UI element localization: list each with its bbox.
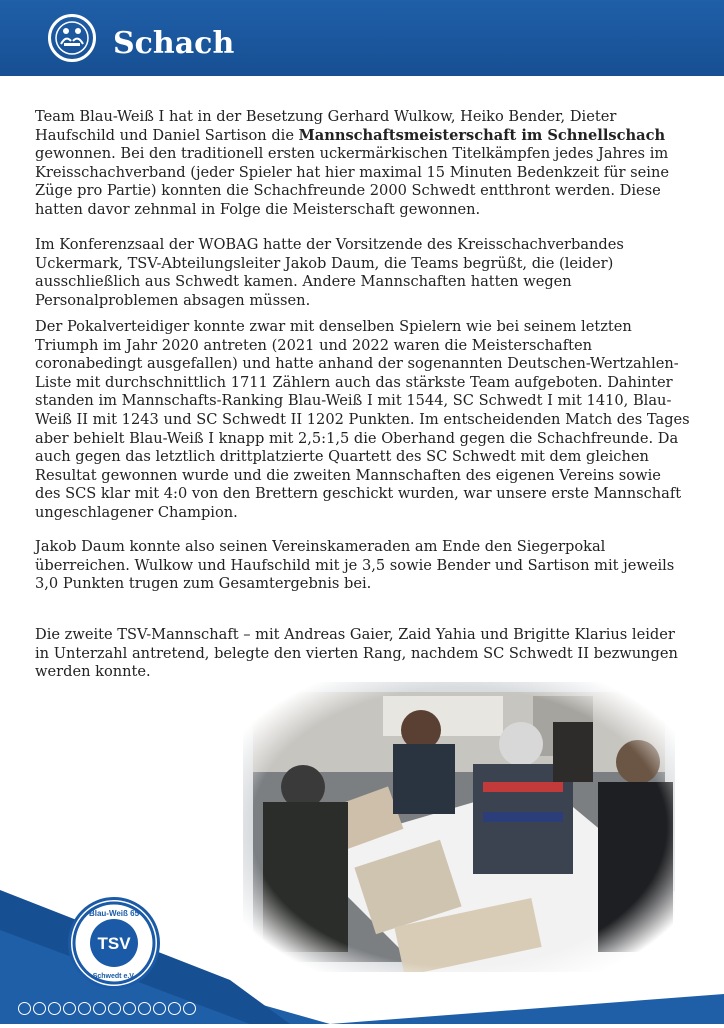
club-logo [68, 897, 160, 989]
sport-icon [78, 1002, 91, 1015]
paragraph-1-text-b: gewonnen. Bei den traditionell ersten uckermärkischen Titelkämpfen jedes Jahres im Kreisschachverband (jeder Spieler hat hier maximal 15 Minuten Bedenkzeit für seine Züge pro Partie) konnten die Schachfreunde 2000 Schwedt entthront werden. Diese hatten davor zehnmal in Folge die Meisterschaft gewonnen. [35, 145, 669, 218]
paragraph-4: Jakob Daum konnte also seinen Vereinskameraden am Ende den Siegerpokal überreichen. Wulkow und Haufschild mit je 3,5 sowie Bender und Sartison mit jeweils 3,0 Punkten trugen zum Gesamtergebnis bei. [35, 538, 675, 593]
club-logo-bottom-text: Schwedt e.V. [92, 973, 136, 980]
sport-icon [153, 1002, 166, 1015]
chess-sport-logo-icon [48, 14, 96, 62]
paragraph-1-bold: Mannschaftsmeisterschaft im Schnellschach [298, 126, 666, 144]
sport-icon [18, 1002, 31, 1015]
sport-icon [138, 1002, 151, 1015]
paragraph-5: Die zweite TSV-Mannschaft – mit Andreas Gaier, Zaid Yahia und Brigitte Klarius leider in Unterzahl antretend, belegte den vierten Rang, nachdem SC Schwedt II bezwungen werden konnte. [35, 626, 678, 681]
sport-icon [168, 1002, 181, 1015]
sport-icon [33, 1002, 46, 1015]
sport-icon [93, 1002, 106, 1015]
sport-icon [108, 1002, 121, 1015]
sport-icons-row [18, 1002, 196, 1018]
page-header [0, 0, 724, 76]
sport-icon [48, 1002, 61, 1015]
paragraph-1 [35, 108, 690, 220]
page-title: Schach [113, 26, 235, 61]
club-logo-top-text: Blau-Weiß 65 [88, 909, 140, 918]
paragraph-2: Im Konferenzsaal der WOBAG hatte der Vorsitzende des Kreisschachverbandes Uckermark, TSV-Abteilungsleiter Jakob Daum, die Teams begrüßt, die (leider) ausschließlich aus Schwedt kamen. Andere Mannschaften hatten wegen Personalproblemen absagen müssen. [35, 236, 624, 309]
sport-icon [63, 1002, 76, 1015]
sport-icon [183, 1002, 196, 1015]
paragraph-3: Der Pokalverteidiger konnte zwar mit denselben Spielern wie bei seinem letzten Triumph im Jahr 2020 antreten (2021 und 2022 waren die Meisterschaften coronabedingt ausgefallen) und hatte anhand der sogenannten Deutschen-Wertzahlen-Liste mit durchschnittlich 1711 Zählern auch das stärkste Team aufgeboten. Dahinter standen im Mannschafts-Ranking Blau-Weiß I mit 1544, SC Schwedt I mit 1410, Blau-Weiß II mit 1243 und SC Schwedt II 1202 Punkten. Im entscheidenden Match des Tages aber behielt Blau-Weiß I knapp mit 2,5:1,5 die Oberhand gegen die Schachfreunde. Da auch gegen das letztlich drittplatzierte Quartett des SC Schwedt mit dem gleichen Resultat gewonnen wurde und die zweiten Mannschaften des eigenen Vereins sowie des SCS klar mit 4:0 von den Brettern geschickt wurden, war unsere erste Mannschaft ungeschlagener Champion. [35, 318, 690, 521]
sport-icon [123, 1002, 136, 1015]
club-logo-center-text: TSV [97, 934, 131, 953]
paragraph-1-text-a: Team Blau-Weiß I hat in der Besetzung Gerhard Wulkow, Heiko Bender, Dieter Haufschild und Daniel Sartison die [35, 108, 617, 144]
